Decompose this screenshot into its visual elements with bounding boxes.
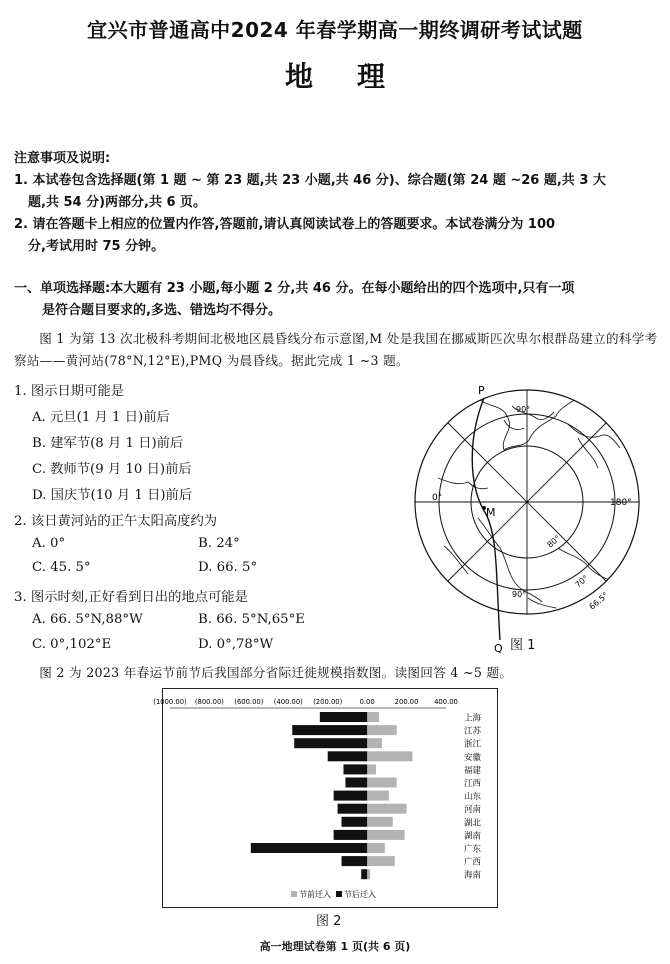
x-tick-label: 200.00 [394,698,419,706]
notes-item-1b: 题,共 54 分)两部分,共 6 页。 [28,195,207,210]
category-label: 江西 [464,779,482,789]
bar-before-11 [367,856,395,866]
category-label: 河南 [464,805,482,816]
label-lon-90-bottom: 90° [512,590,527,599]
bar-before-4 [367,764,376,774]
label-q: Q [494,642,503,655]
label-lat-66-5: 66.5° [587,590,610,612]
bar-after-11 [342,856,368,866]
category-label: 安徽 [464,752,482,763]
question-2: 2. 该日黄河站的正午太阳高度约为 [14,514,218,529]
bar-after-0 [320,712,367,722]
subject-title: 地理 [284,60,429,93]
question-3-option-c: C. 0°,102°E [32,637,112,652]
bar-after-8 [342,817,368,827]
terminator-line [472,398,500,640]
figure-2-bar-chart [153,688,498,908]
category-label: 山东 [464,792,482,803]
x-tick-label: (200.00) [313,698,343,706]
figure-1-polar-map [408,378,658,656]
bar-before-0 [367,712,379,722]
category-label: 广东 [464,844,482,855]
legend-label-after: 节后迁入 [344,890,376,899]
bar-before-10 [367,843,385,853]
x-tick-label: (1000.00) [153,698,187,706]
x-tick-label: (400.00) [273,698,303,706]
section-1-line1: 一、单项选择题:本大题有 23 小题,每小题 2 分,共 46 分。在每小题给出的四个选项中,只有一项 [14,281,575,296]
bar-before-8 [367,817,393,827]
question-1-option-a: A. 元旦(1 月 1 日)前后 [32,410,170,425]
question-2-option-b: B. 24° [198,536,240,551]
category-label: 湖北 [464,818,482,829]
label-lon-180: 180° [610,498,632,508]
label-lat-80: 80° [545,533,563,550]
question-2-option-c: C. 45. 5° [32,560,91,575]
bar-after-1 [292,725,367,735]
question-1: 1. 图示日期可能是 [14,384,124,399]
figure1-intro: 图 1 为第 13 次北极科考期间北极地区晨昏线分布示意图,M 处是我国在挪威斯匹次卑尔根群岛建立的科学考察站——黄河站(78°N,12°E),PMQ 为晨昏线。据此完成 1 ~3 题。 [14,331,658,368]
bar-after-4 [343,764,367,774]
section-1-line2: 是符合题目要求的,多选、错选均不得分。 [42,303,281,318]
label-lon-0: 0° [432,493,443,503]
legend-swatch-before [291,891,297,897]
x-tick-label: 0.00 [359,698,375,706]
bar-after-3 [328,751,367,761]
legend-label-before: 节前迁入 [299,890,331,899]
bar-after-12 [361,869,367,879]
x-tick-label: (800.00) [194,698,224,706]
question-2-option-a: A. 0° [32,536,66,551]
notes-item-1a: 1. 本试卷包含选择题(第 1 题 ~ 第 23 题,共 23 小题,共 46 分)、综合题(第 24 题 ~26 题,共 3 大 [14,173,606,188]
category-label: 浙江 [464,739,482,750]
coastlines [438,398,620,608]
notes-item-2a: 2. 请在答题卡上相应的位置内作答,答题前,请认真阅读试卷上的答题要求。本试卷满分为 100 [14,217,556,232]
bar-after-5 [345,778,367,788]
question-1-option-c: C. 教师节(9 月 10 日)前后 [32,462,192,477]
figure2-intro: 图 2 为 2023 年春运节前节后我国部分省际迁徙规模指数图。读图回答 4 ~5 题。 [39,665,513,680]
notes-heading: 注意事项及说明: [14,151,111,166]
bar-after-9 [334,830,368,840]
label-m: M [486,506,496,519]
label-p: P [478,384,485,397]
category-label: 海南 [464,870,482,881]
bar-before-12 [367,869,370,879]
bar-after-10 [251,843,367,853]
bar-before-2 [367,738,382,748]
figure-2-caption: 图 2 [316,914,342,929]
question-1-option-d: D. 国庆节(10 月 1 日)前后 [32,488,193,503]
category-label: 上海 [464,713,482,724]
notes-block [14,148,658,258]
category-label: 广西 [464,857,482,868]
question-2-option-d: D. 66. 5° [198,560,258,575]
bar-before-7 [367,804,406,814]
bar-after-7 [338,804,368,814]
legend-swatch-after [336,891,342,897]
x-tick-label: (600.00) [234,698,264,706]
bar-before-1 [367,725,397,735]
label-lon-90-top: 90° [516,405,531,414]
bar-before-6 [367,791,389,801]
exam-title: 宜兴市普通高中2024 年春学期高一期终调研考试试题 [87,18,583,42]
bar-before-3 [367,751,412,761]
bar-before-9 [367,830,404,840]
question-3: 3. 图示时刻,正好看到日出的地点可能是 [14,590,248,605]
figure-1-caption: 图 1 [510,638,536,653]
bar-before-5 [367,778,397,788]
section-1-heading [14,278,658,322]
question-1-option-b: B. 建军节(8 月 1 日)前后 [32,436,184,451]
page-footer: 高一地理试卷第 1 页(共 6 页) [259,940,411,953]
question-3-option-b: B. 66. 5°N,65°E [198,612,305,627]
question-3-option-a: A. 66. 5°N,88°W [32,612,143,627]
label-lat-70: 70° [573,573,591,590]
bar-after-2 [294,738,367,748]
bar-after-6 [334,791,368,801]
category-label: 福建 [464,765,482,776]
category-label: 湖南 [464,831,482,842]
question-3-option-d: D. 0°,78°W [198,637,274,652]
x-tick-label: 400.00 [434,698,458,706]
notes-item-2b: 分,考试用时 75 分钟。 [28,239,165,254]
category-label: 江苏 [464,726,482,737]
